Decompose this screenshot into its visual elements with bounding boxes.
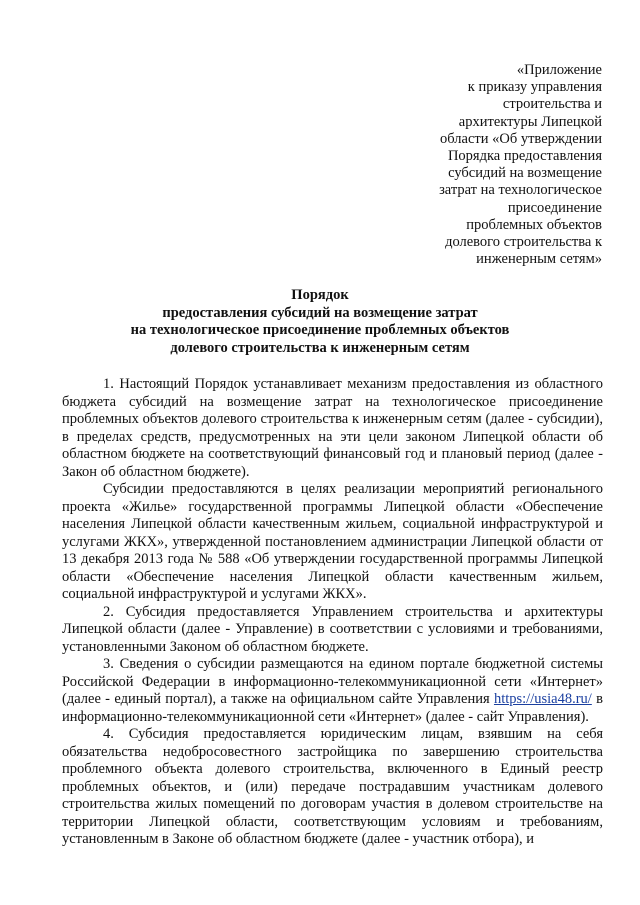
website-link[interactable]: https://usia48.ru/ xyxy=(493,691,592,707)
paragraph-5: 4. Субсидия предоставляется юридическим лицам, взявшим на себя обязательства недобросовестного застройщика по завершению строительства проблемного объекта долевого строительства, включенного в Единый реестр проблемных объектов, и (или) передаче пострадавшим участникам долевого строительства жилых помещений по договорам участия в долевом строительстве на территории Липецкой области, соответствующим условиям и требованиям, установленным в Законе об областном бюджете (далее - участник отбора), и xyxy=(62,726,603,847)
appendix-line: долевого строительства к xyxy=(445,234,602,251)
paragraph-3: 2. Субсидия предоставляется Управлением строительства и архитектуры Липецкой области (далее - Управление) в соответствии с условиями и требованиями, установленными Законом об областном бюджете. xyxy=(62,603,603,655)
document-title xyxy=(0,287,640,357)
appendix-line: инженерным сетям» xyxy=(476,251,602,268)
appendix-line: «Приложение xyxy=(516,62,602,78)
appendix-line: архитектуры Липецкой xyxy=(458,113,602,130)
appendix-line: Порядка предоставления xyxy=(447,148,602,165)
appendix-line: к приказу управления xyxy=(467,79,602,96)
appendix-line: присоединение xyxy=(507,199,602,216)
paragraph-2: Субсидии предоставляются в целях реализации мероприятий регионального проекта «Жилье» государственной программы Липецкой области «Обеспечение населения Липецкой области качественным жильем, социальной инфраструктурой и услугами ЖКХ», утвержденной постановлением администрации Липецкой области от 13 декабря 2013 года № 588 «Об утверждении государственной программы Липецкой области «Обеспечение населения Липецкой области качественным жильем, социальной инфраструктурой и услугами ЖКХ». xyxy=(62,481,603,602)
paragraph-1: 1. Настоящий Порядок устанавливает механизм предоставления из областного бюджета субсидий на возмещение затрат на технологическое присоединение проблемных объектов долевого строительства к инженерным сетям (далее - субсидии), в пределах средств, предусмотренных на эти цели законом Липецкой области об областном бюджете на соответствующий финансовый год и плановый период (далее - Закон об областном бюджете). xyxy=(62,376,603,480)
paragraph-4-text-start: 3. Сведения о субсидии размещаются на едином портале бюджетной системы Российской Федерации в информационно-телекоммуникационной сети «Интернет» (далее - единый портал), а также на официальном сайте Управления xyxy=(62,656,603,707)
title-line: Порядок xyxy=(291,287,349,303)
title-line: долевого строительства к инженерным сетям xyxy=(170,339,470,356)
appendix-line: субсидий на возмещение xyxy=(448,165,602,182)
title-line: на технологическое присоединение проблемных объектов xyxy=(130,322,510,338)
appendix-block xyxy=(372,62,602,268)
document-body xyxy=(62,376,603,849)
title-line: предоставления субсидий на возмещение затрат xyxy=(162,304,478,321)
appendix-line: строительства и xyxy=(502,96,602,113)
appendix-line: области «Об утверждении xyxy=(440,130,602,147)
appendix-line: проблемных объектов xyxy=(466,216,602,233)
paragraph-4-text-end: в информационно-телекоммуникационной сети «Интернет» (далее - сайт Управления). xyxy=(62,691,603,725)
appendix-line: затрат на технологическое xyxy=(439,182,602,199)
paragraph-4 xyxy=(62,656,603,726)
